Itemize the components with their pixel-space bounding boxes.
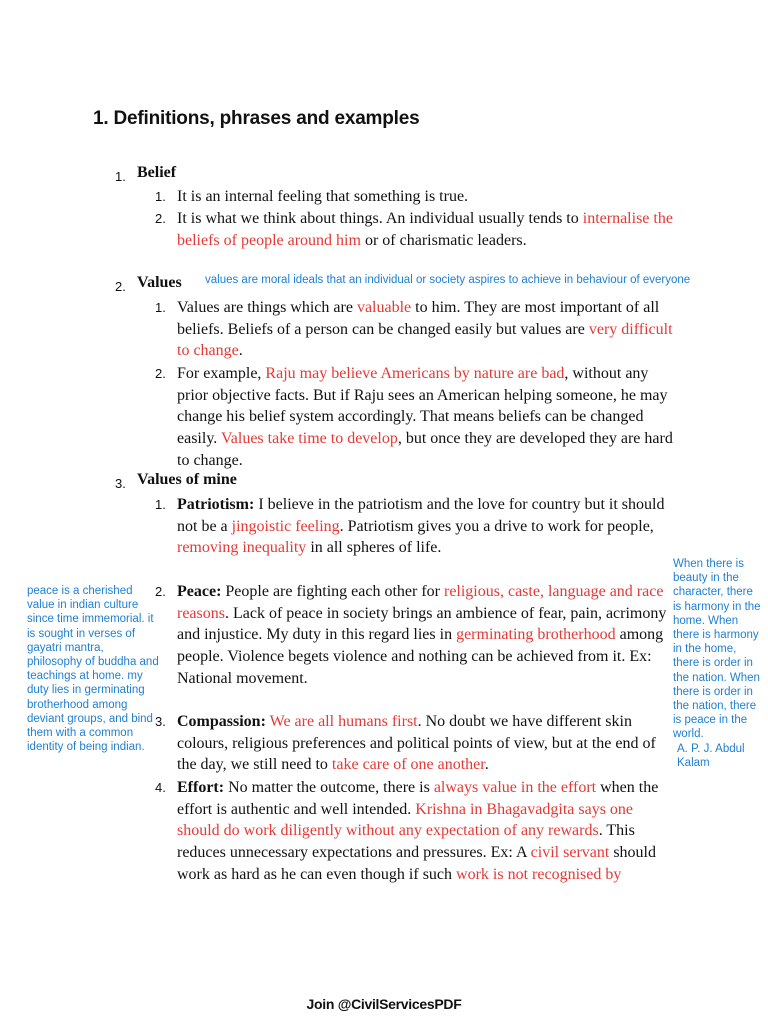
item-number: 3.	[155, 714, 166, 729]
item-number: 2.	[155, 211, 166, 226]
item-number: 2.	[155, 366, 166, 381]
highlighted-phrase: civil servant	[530, 844, 610, 862]
item-label: Effort:	[177, 779, 225, 796]
highlighted-phrase: Values take time to develop	[221, 430, 398, 448]
text-segment: when the effort is authentic and well intended.	[177, 779, 659, 818]
item-text	[177, 208, 673, 251]
item-text	[177, 777, 673, 886]
text-segment: It is an internal feeling that something is true.	[177, 188, 469, 205]
highlighted-phrase: very difficult to change	[177, 320, 673, 360]
highlighted-phrase: internalise the beliefs of people around him	[177, 210, 673, 249]
text-segment: .	[484, 756, 489, 774]
section-number: 1.	[115, 169, 126, 184]
footer-join-channel: Join @CivilServicesPDF	[306, 996, 462, 1012]
text-segment: should work as hard as he can even though if such	[177, 844, 656, 883]
text-segment: I believe in the patriotism and the love for country but it should not be a	[177, 496, 665, 535]
text-segment: , without any prior objective facts. But if Raju sees an American helping someone, he may change his belief system accordingly. That means beliefs can be changed easily.	[177, 365, 668, 448]
text-segment: . Patriotism gives you a drive to work for people,	[339, 517, 654, 535]
text-segment: in all spheres of life.	[306, 539, 442, 557]
text-segment: . Lack of peace in society brings an ambience of fear, pain, acrimony and injustice. My duty in this regard lies in	[177, 604, 667, 644]
item-number: 1.	[155, 300, 166, 315]
text-segment: .	[238, 342, 243, 360]
highlighted-phrase: Krishna in Bhagavadgita says one should do work diligently without any expectation of any rewards	[177, 800, 634, 840]
item-text	[177, 186, 673, 208]
item-number: 1.	[155, 497, 166, 512]
text-segment: It is what we think about things. An individual usually tends to	[177, 210, 583, 227]
text-segment: , but once they are developed they are hard to change.	[177, 430, 673, 469]
section-number: 3.	[115, 476, 126, 491]
item-label: Compassion:	[177, 713, 266, 730]
section-title-values: Values	[137, 274, 182, 291]
item-number: 2.	[155, 584, 166, 599]
item-text	[177, 494, 673, 559]
item-number: 1.	[155, 189, 166, 204]
highlighted-phrase: always value in the effort	[433, 779, 597, 796]
highlighted-phrase: take care of one another	[331, 756, 485, 774]
values-margin-note: values are moral ideals that an individual or society aspires to achieve in behaviour of everyone	[205, 274, 691, 286]
section-number: 2.	[115, 279, 126, 294]
text-segment: among people. Violence begets violence and nothing can be achieved from it. Ex: National movement.	[177, 626, 664, 687]
item-text	[177, 581, 673, 690]
text-segment: . No doubt we have different skin colours, religious preferences and political points of view, but at the end of the day, we still need to	[177, 713, 656, 774]
text-segment: . This reduces unnecessary expectations and pressures. Ex: A	[177, 822, 635, 862]
item-text	[177, 363, 673, 472]
page-heading: 1. Definitions, phrases and examples	[93, 108, 420, 129]
highlighted-phrase: religious, caste, language and race reasons	[177, 583, 664, 622]
text-segment: or of charismatic leaders.	[360, 231, 527, 249]
item-label: Patriotism:	[177, 496, 255, 513]
kalam-quote-note	[673, 557, 763, 770]
highlighted-phrase: We are all humans first	[269, 713, 418, 730]
text-segment: No matter the outcome, there is	[224, 779, 434, 796]
highlighted-phrase: Raju may believe Americans by nature are bad	[265, 365, 565, 382]
section-title-belief: Belief	[137, 164, 177, 181]
text-segment: For example,	[177, 365, 266, 382]
highlighted-phrase: work is not recognised by	[456, 865, 622, 883]
text-segment: to him. They are most important of all beliefs. Beliefs of a person can be changed easily but values are	[177, 299, 660, 338]
text-segment: Values are things which are	[177, 299, 357, 316]
highlighted-phrase: removing inequality	[177, 539, 307, 557]
highlighted-phrase: valuable	[356, 299, 412, 316]
item-number: 4.	[155, 780, 166, 795]
highlighted-phrase: jingoistic feeling	[231, 517, 340, 535]
item-text	[177, 711, 673, 776]
peace-margin-note: peace is a cherished value in indian culture since time immemorial. it is sought in verses of gayatri mantra, philosophy of buddha and teachings at home. my duty lies in germinating brotherhood among deviant groups, and bind them with a common identity of being indian.	[27, 585, 159, 754]
kalam-quote-text: When there is beauty in the character, there is harmony in the home. When there is harmony in the home, there is order in the nation. When there is order in the nation, there is peace in the world.	[673, 558, 761, 741]
highlighted-phrase: germinating brotherhood	[456, 626, 616, 644]
item-label: Peace:	[177, 583, 222, 600]
section-title-values-of-mine: Values of mine	[137, 471, 237, 488]
text-segment: People are fighting each other for	[221, 583, 444, 600]
kalam-quote-author: A. P. J. Abdul Kalam	[677, 742, 745, 769]
item-text	[177, 297, 673, 362]
